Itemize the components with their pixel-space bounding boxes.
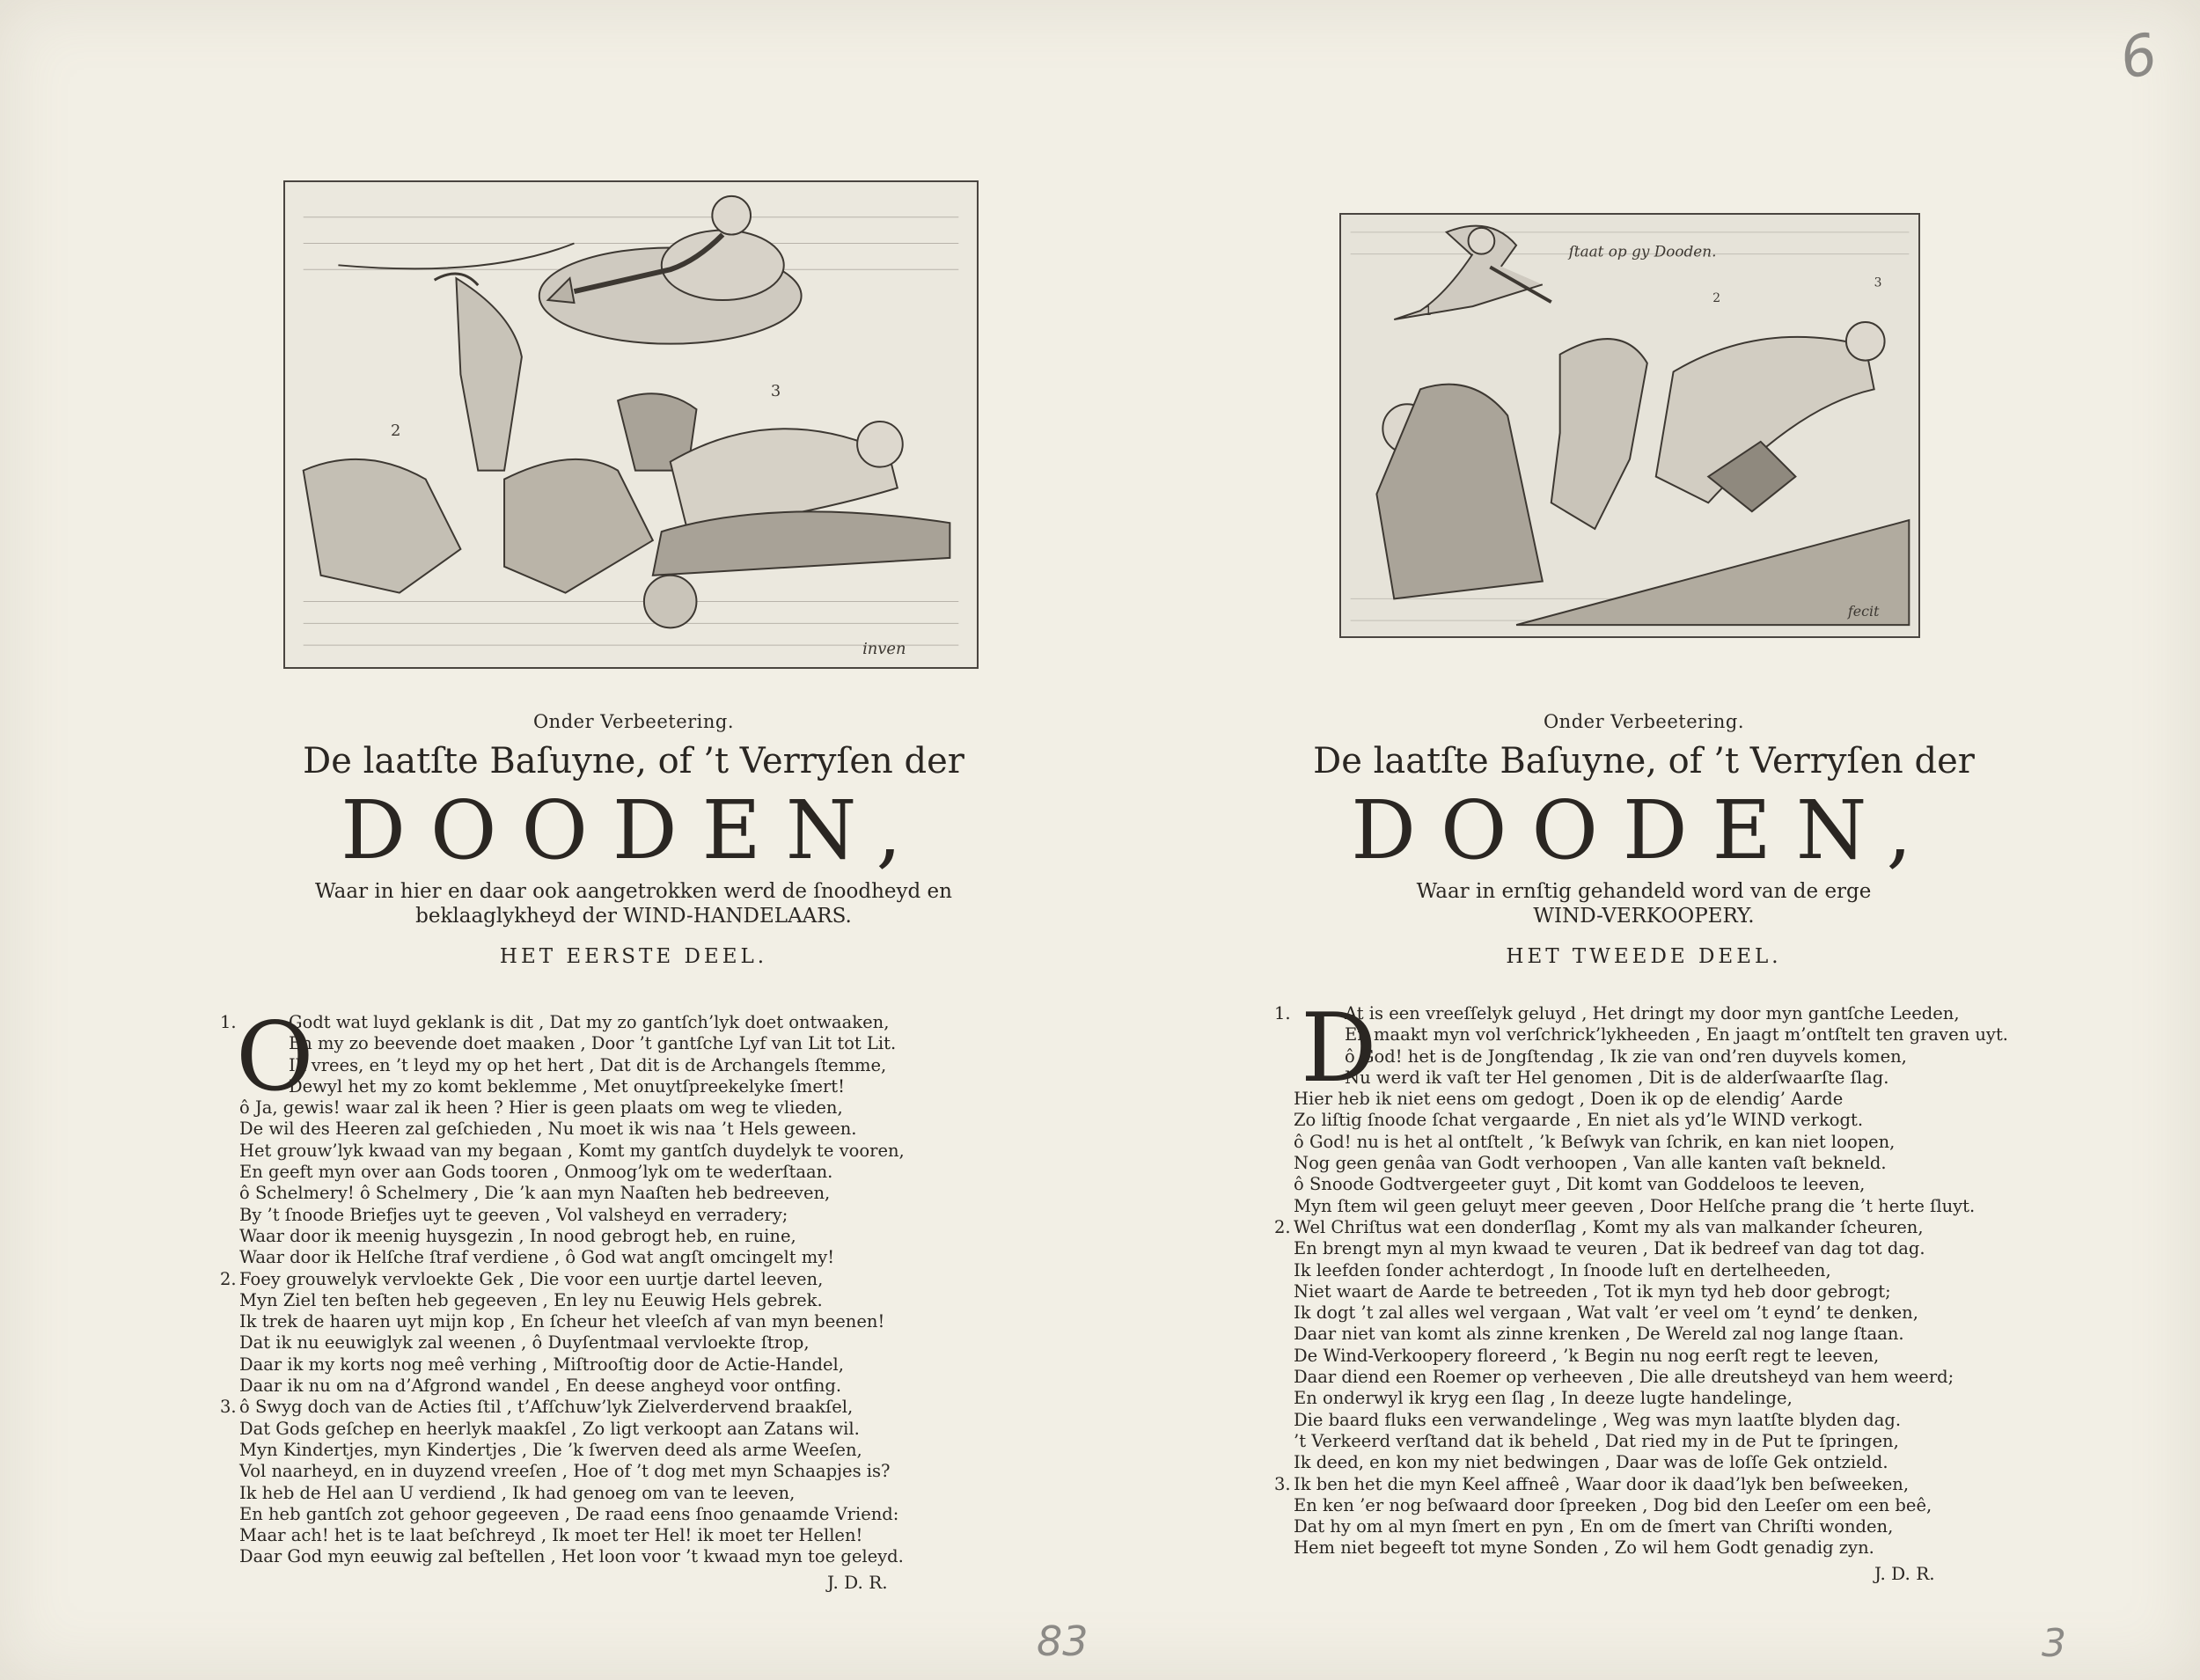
left-signature: J. D. R. [827,1572,888,1593]
poem-line-text: Daar ik my korts nog meê verhing , Miſtrooſtig door de Actie-Handel, [239,1354,844,1375]
poem-line [1274,1067,2049,1089]
poem-line [220,1290,994,1311]
poem-line-text: De Wind-Verkoopery floreerd , ’k Begin nu nog eerſt regt te leeven, [1294,1345,1880,1366]
right-dropcap: D [1301,994,1377,1104]
poem-line-text: Waar door ik meenig huysgezin , In nood gebrogt heb, en ruine, [239,1225,796,1246]
poem-line-text: Daar niet van komt als zinne krenken , De Wereld zal nog lange ſtaan. [1294,1324,1904,1345]
poem-line [220,1097,994,1119]
poem-line [1274,1196,2049,1217]
poem-line [220,1033,994,1054]
poem-line [220,1226,994,1247]
stanza-number: 3. [1274,1473,1291,1494]
poem-line [1274,1537,2049,1559]
left-description [194,879,1074,930]
poem-line [220,1162,994,1183]
poem-line [220,1419,994,1440]
right-description-line: WIND-VERKOOPERY. [1533,905,1755,928]
poem-line [1274,1003,2049,1024]
poem-line [220,1247,994,1268]
poem-line [220,1141,994,1162]
poem-line-text: Godt wat luyd geklank is dit , Dat my zo gantſch’lyk doet ontwaaken, [289,1012,890,1032]
poem-line [1274,1238,2049,1259]
poem-line [1274,1474,2049,1495]
last-trumpet-engraving [285,182,977,667]
poem-line-text: De wil des Heeren zal geſchieden , Nu moet ik wis naa ’t Hels geween. [239,1119,857,1140]
stanza-number: 1. [1274,1003,1291,1023]
left-poem [220,1002,994,1568]
poem-line [1274,1153,2049,1174]
poem-line-text: Daar ik nu om na d’Afgrond wandel , En deese angheyd voor ontfing. [239,1376,842,1397]
poem-line [220,1461,994,1482]
plate-number-3: 3 [1874,275,1882,290]
poem-line-text: ô God! het is de Jongſtendag , Ik zie van ond’ren duyvels komen, [1345,1045,1907,1067]
poem-line [220,1205,994,1226]
poem-line [1274,1260,2049,1281]
poem-line-text: Ik trek de haaren uyt mijn kop , En ſcheur het vleeſch af van myn beenen! [239,1311,885,1332]
left-engraving-plate [283,180,979,669]
right-title-dooden: DOODEN, [1351,783,1937,877]
poem-line-text: Ik leefden ſonder achterdogt , In ſnoode luſt en dertelheeden, [1294,1259,1831,1280]
poem-line-text: Wel Chriſtus wat een donderſlag , Komt my als van malkander ſcheuren, [1294,1216,1924,1237]
poem-line [220,1546,994,1567]
stanza-number: 2. [220,1268,237,1289]
right-description-line: Waar in ernſtig gehandeld word van de erge [1416,879,1872,903]
poem-line-text: Daar God myn eeuwig zal beſtellen , Het loon voor ’t kwaad myn toe geleyd. [239,1546,904,1567]
poem-line [220,1311,994,1332]
poem-line-text: En ken ’er nog beſwaard door ſpreeken , Dog bid den Leeſer om een beê, [1294,1494,1932,1515]
poem-line [220,1076,994,1097]
poem-line [220,1055,994,1076]
poem-line [1274,1302,2049,1324]
poem-line [220,1440,994,1461]
poem-line-text: Ik vrees, en ’t leyd my op het hert , Dat dit is de Archangels ſtemme, [289,1054,887,1075]
poem-line-text: Myn ſtem wil geen geluyt meer geeven , Door Helſche prang die ’t herte ſluyt. [1294,1195,1976,1216]
poem-line [1274,1495,2049,1516]
poem-line [1274,1110,2049,1131]
poem-line-text: Myn Ziel ten beſten heb gegeeven , En ley nu Eeuwig Hels gebrek. [239,1289,823,1310]
pencil-mark-bottom-right: 3 [2042,1621,2066,1666]
poem-line-text: Dewyl het my zo komt beklemme , Met onuytſpreekelyke ſmert! [289,1075,845,1097]
plate-signature: fecit [1847,603,1880,620]
left-title-block [194,711,1074,968]
left-description-line: beklaaglykheyd der WIND-HANDELAARS. [415,905,852,928]
poem-line [220,1183,994,1204]
poem-line-text: Nu werd ik vaſt ter Hel genomen , Dit is de alderſwaarſte ſlag. [1345,1067,1889,1088]
poem-line-text: En onderwyl ik kryg een ſlag , In deeze lugte handelinge, [1294,1388,1793,1409]
poem-line-text: Niet waart de Aarde te betreeden , Tot ik myn tyd heb door gebrogt; [1294,1280,1891,1302]
left-description-line: Waar in hier en daar ook aangetrokken werd de ſnoodheyd en [315,879,952,903]
poem-line-text: Myn Kindertjes, myn Kindertjes , Die ’k ſwerven deed als arme Weeſen, [239,1439,862,1460]
left-dropcap: O [236,1002,314,1112]
left-title-dooden: DOODEN, [341,783,927,877]
left-title-line1: De laatſte Baſuyne, of ’t Verryſen der [303,741,964,781]
poem-line-text: Ik ben het die myn Keel affneê , Waar door ik daad’lyk ben beſweeken, [1294,1473,1910,1494]
poem-line [220,1376,994,1397]
poem-line [1274,1281,2049,1302]
poem-line-text: ô God! nu is het al ontſtelt , ’k Beſwyk van ſchrik, en kan niet loopen, [1294,1131,1896,1152]
poem-line-text: ô Snoode Godtvergeeter guyt , Dit komt van Goddeloos te leeven, [1294,1174,1866,1195]
poem-line-text: Ik dogt ’t zal alles wel vergaan , Wat valt ’er veel om ’t eynd’ te denken, [1294,1302,1918,1324]
poem-line-text: En geeft myn over aan Gods tooren , Onmoog’lyk om te wederſtaan. [239,1162,833,1183]
plate-number-3: 3 [770,382,781,401]
pencil-inventory-number: 83 [1037,1618,1089,1665]
right-part-heading: HET TWEEDE DEEL. [1506,945,1782,969]
poem-line-text: Hier heb ik niet eens om gedogt , Doen ik op de elendig’ Aarde [1294,1089,1844,1110]
poem-line [220,1354,994,1376]
poem-line [220,1525,994,1546]
poem-line-text: En brengt myn al myn kwaad te veuren , Dat ik bedreef van dag tot dag. [1294,1238,1925,1259]
poem-line-text: Dat hy om al myn ſmert en pyn , En om de ſmert van Chriſti wonden, [1294,1516,1894,1537]
resurrection-engraving [1341,215,1918,636]
poem-line [1274,1431,2049,1452]
right-title-block [1204,711,2084,968]
plate-number-2: 2 [1712,291,1721,306]
poem-line-text: Dat ik nu eeuwiglyk zal weenen , ô Duyſentmaal vervloekte ſtrop, [239,1332,810,1354]
stanza-number: 1. [220,1012,237,1032]
poem-line [1274,1046,2049,1067]
poem-line-text: ’t Verkeerd verſtand dat ik beheld , Dat ried my in de Put te ſpringen, [1294,1430,1899,1451]
left-part-heading: HET EERSTE DEEL. [499,945,768,969]
poem-line [220,1119,994,1140]
right-poem [1274,994,2049,1559]
poem-line-text: Vol naarheyd, en in duyzend vreeſen , Hoe of ’t dog met myn Schaapjes is? [239,1461,891,1482]
poem-line [1274,1388,2049,1409]
poem-line [1274,1089,2049,1110]
right-header: Onder Verbeetering. [1543,711,1745,732]
plate-banner: ſtaat op gy Dooden. [1568,242,1717,260]
plate-number-2: 2 [390,421,401,440]
poem-line-text: Nog geen genâa van Godt verhoopen , Van alle kanten vaſt bekneld. [1294,1153,1887,1174]
poem-line [1274,1174,2049,1195]
poem-line-text: ô Swyg doch van de Acties ſtil , t’Afſchuw’lyk Zielverdervend braakſel, [239,1397,854,1418]
right-signature: J. D. R. [1874,1563,1935,1584]
poem-line-text: Waar door ik Helſche ſtraf verdiene , ô God wat angſt omcingelt my! [239,1247,835,1268]
poem-line [1274,1132,2049,1153]
poem-line-text: Ik deed, en kon my niet bedwingen , Daar was de loſſe Gek ontzield. [1294,1452,1888,1473]
poem-line-text: ô Schelmery! ô Schelmery , Die ’k aan myn Naaſten heb bedreeven, [239,1183,831,1204]
stanza-number: 2. [1274,1216,1291,1237]
poem-line-text: Hem niet begeeft tot myne Sonden , Zo wil hem Godt genadig zyn. [1294,1537,1874,1559]
poem-line [1274,1217,2049,1238]
poem-line [220,1483,994,1504]
stanza-number: 3. [220,1397,237,1418]
poem-line-text: By ’t ſnoode Briefjes uyt te geeven , Vol valsheyd en verradery; [239,1204,788,1225]
right-description [1204,879,2084,930]
poem-line [1274,1324,2049,1345]
poem-line-text: At is een vreeſſelyk geluyd , Het dringt my door myn gantſche Leeden, [1345,1003,1960,1023]
left-header: Onder Verbeetering. [532,711,735,732]
poem-line-text: ô Ja, gewis! waar zal ik heen ? Hier is geen plaats om weg te vlieden, [239,1097,843,1119]
poem-line [220,1332,994,1354]
poem-line [1274,1452,2049,1473]
poem-line [220,1012,994,1033]
poem-line [1274,1410,2049,1431]
plate-number-1: 1 [1424,304,1433,319]
right-engraving-plate [1339,213,1920,638]
poem-line [220,1269,994,1290]
poem-line-text: Die baard fluks een verwandelinge , Weg was myn laatſte blyden dag. [1294,1409,1902,1430]
poem-line-text: Ik heb de Hel aan U verdiend , Ik had genoeg om van te leeven, [239,1482,796,1503]
poem-line-text: En maakt myn vol verſchrick’lykheeden , En jaagt m’ontſtelt ten graven uyt. [1345,1024,2008,1045]
poem-line [1274,1024,2049,1045]
plate-signature: inven [862,640,906,659]
poem-line-text: Dat Gods geſchep en heerlyk maakſel , Zo ligt verkoopt aan Zatans wil. [239,1418,860,1439]
right-title-line1: De laatſte Baſuyne, of ’t Verryſen der [1313,741,1975,781]
poem-line-text: Daar diend een Roemer op verheeven , Die alle dreutsheyd van hem weerd; [1294,1367,1954,1388]
pencil-sheet-number: 6 [2114,21,2163,93]
poem-line-text: En my zo beevende doet maaken , Door ’t gantſche Lyf van Lit tot Lit. [289,1033,897,1054]
poem-line-text: Zo liſtig ſnoode ſchat vergaarde , En niet als yd’le WIND verkogt. [1294,1110,1864,1131]
poem-line-text: Het grouw’lyk kwaad van my begaan , Komt my gantſch duydelyk te vooren, [239,1140,905,1161]
poem-line [1274,1516,2049,1537]
poem-line-text: Maar ach! het is te laat beſchreyd , Ik moet ter Hel! ik moet ter Hellen! [239,1525,863,1546]
poem-line [1274,1346,2049,1367]
poem-line-text: Foey grouwelyk vervloekte Gek , Die voor een uurtje dartel leeven, [239,1268,824,1289]
poem-line [220,1504,994,1525]
poem-line [1274,1367,2049,1388]
poem-line-text: En heb gantſch zot gehoor gegeeven , De raad eens ſnoo genaamde Vriend: [239,1503,899,1524]
poem-line [220,1397,994,1418]
